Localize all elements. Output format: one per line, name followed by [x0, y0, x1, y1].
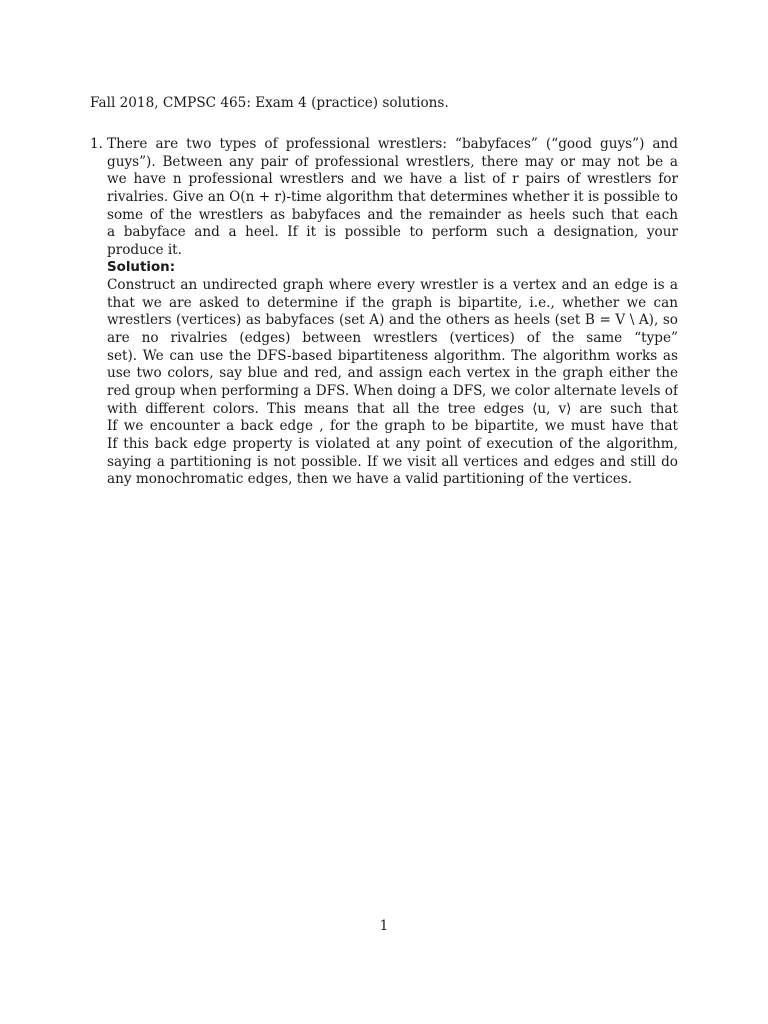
solution-line: red group when performing a DFS. When doing a DFS, we color alternate levels of: [107, 382, 678, 399]
question-line: we have n professional wrestlers and we have a list of r pairs of wrestlers for: [107, 171, 678, 188]
page-title: Fall 2018, CMPSC 465: Exam 4 (practice) solutions.: [90, 95, 449, 111]
question-line: rivalries. Give an O(n + r)-time algorithm that determines whether it is possible to: [107, 188, 678, 205]
question-line: guys”). Between any pair of professional wrestlers, there may or may not be a: [107, 153, 678, 170]
solution-line: use two colors, say blue and red, and assign each vertex in the graph either the: [107, 365, 678, 382]
problem-body: [107, 136, 678, 489]
question-line: some of the wrestlers as babyfaces and the remainder as heels such that each: [107, 206, 678, 223]
solution-line: with different colors. This means that all the tree edges ⟨u, v⟩ are such that: [107, 400, 678, 417]
solution-line: If this back edge property is violated at any point of execution of the algorithm,: [107, 435, 678, 452]
solution-line: saying a partitioning is not possible. If we visit all vertices and edges and still do: [107, 453, 678, 470]
page-number: 1: [379, 918, 389, 934]
solution-line: any monochromatic edges, then we have a valid partitioning of the vertices.: [107, 471, 633, 488]
solution-line: set). We can use the DFS-based bipartiteness algorithm. The algorithm works as: [107, 347, 678, 364]
problem-number: 1.: [90, 136, 103, 152]
solution-line: are no rivalries (edges) between wrestlers (vertices) of the same “type”: [107, 330, 678, 347]
question-line: a babyface and a heel. If it is possible to perform such a designation, your: [107, 224, 678, 241]
question-line: produce it.: [107, 241, 182, 258]
solution-line: that we are asked to determine if the graph is bipartite, i.e., whether we can: [107, 294, 678, 311]
question-line: There are two types of professional wrestlers: “babyfaces” (“good guys”) and: [107, 136, 678, 152]
solution-line: If we encounter a back edge , for the graph to be bipartite, we must have that: [107, 418, 678, 435]
solution-label: Solution:: [107, 260, 176, 276]
solution-line: wrestlers (vertices) as babyfaces (set A) and the others as heels (set B = V \ A), so: [107, 312, 678, 329]
solution-line: Construct an undirected graph where every wrestler is a vertex and an edge is a: [107, 277, 678, 294]
